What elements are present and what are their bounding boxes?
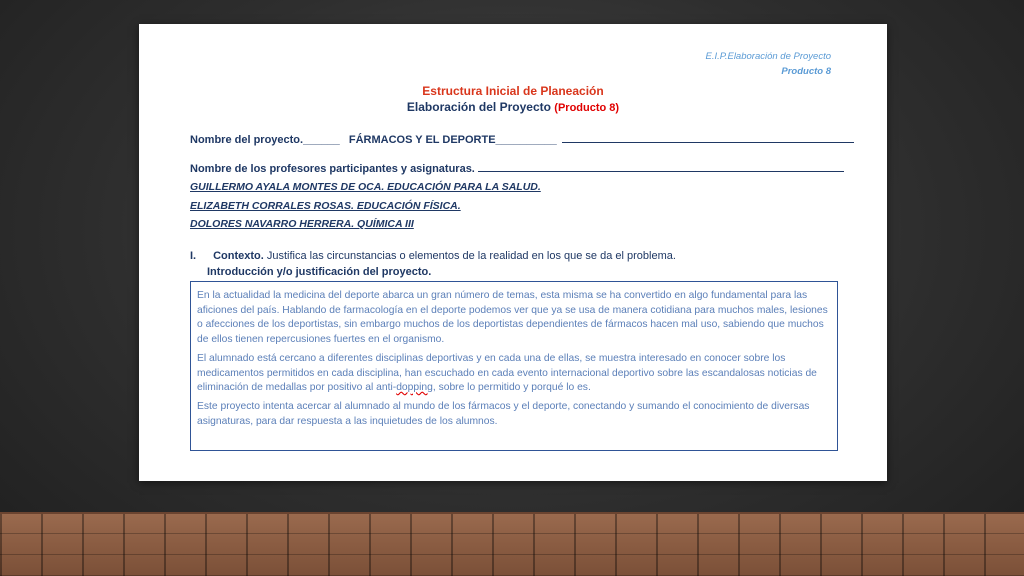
page-subtitle — [139, 100, 887, 114]
header-producto: Producto 8 — [781, 66, 831, 77]
document-page — [139, 24, 887, 481]
context-title: Contexto. — [213, 250, 264, 262]
wood-floor — [0, 514, 1024, 576]
teacher-item: ELIZABETH CORRALES ROSAS. EDUCACIÓN FÍSICA. — [190, 200, 461, 212]
body-paragraph: Este proyecto intenta acercar al alumnado al mundo de los fármacos y el deporte, conectando y sumando el conocimiento de diversas asignaturas, para dar respuesta a las inquietudes de los alumnos. — [197, 400, 810, 427]
subtitle-text: Elaboración del Proyecto — [406, 100, 551, 114]
teacher-item: DOLORES NAVARRO HERRERA. QUÍMICA III — [190, 218, 414, 230]
context-subheading: Introducción y/o justificación del proyecto. — [207, 266, 432, 278]
paragraph-text: , sobre lo permitido y porqué lo es. — [432, 382, 591, 394]
page-title: Estructura Inicial de Planeación — [422, 84, 604, 98]
teacher-item: GUILLERMO AYALA MONTES DE OCA. EDUCACIÓN PARA LA SALUD. — [190, 181, 541, 193]
body-paragraph — [197, 352, 831, 396]
project-name: FÁRMACOS Y EL DEPORTE__________ — [348, 134, 557, 146]
project-name-line — [190, 134, 854, 146]
project-label: Nombre del proyecto.______ — [190, 134, 340, 146]
misspelled-word: dopping — [396, 382, 433, 394]
header-right — [705, 49, 831, 79]
context-number: I. — [190, 250, 197, 262]
teachers-label-line — [190, 163, 844, 175]
teachers-label: Nombre de los profesores participantes y asignaturas. — [190, 163, 475, 175]
underline-blank — [478, 171, 844, 172]
introduction-box — [190, 281, 838, 451]
paragraph-text: El alumnado está cercano a diferentes disciplinas deportivas y en cada una de ellas, se muestra interesado en conocer sobre los medicamentos permitidos en cada disciplina, han escuchado en cada evento internacional deportivo sobre las escandalosas noticias de eliminación de medallas por positivo al anti- — [197, 352, 817, 394]
body-paragraph: En la actualidad la medicina del deporte abarca un gran número de temas, esta misma se ha convertido en algo fundamental para las aficiones del país. Hablando de farmacología en el deporte podemos ver que ya se usa de manera cotidiana para muchos males, lesiones o afecciones de los deportistas, sin embargo muchos de los deportistas dependientes de fármacos hacen mal uso, sabiendo que muchos de ellos tienen repercusiones fuertes en el organismo. — [197, 290, 828, 346]
context-heading — [190, 250, 676, 262]
subtitle-product: (Producto 8) — [554, 102, 620, 114]
underline-blank — [562, 142, 854, 143]
context-text: Justifica las circunstancias o elementos de la realidad en los que se da el problema. — [266, 250, 676, 262]
header-eip: E.I.P.Elaboración de Proyecto — [705, 51, 831, 62]
